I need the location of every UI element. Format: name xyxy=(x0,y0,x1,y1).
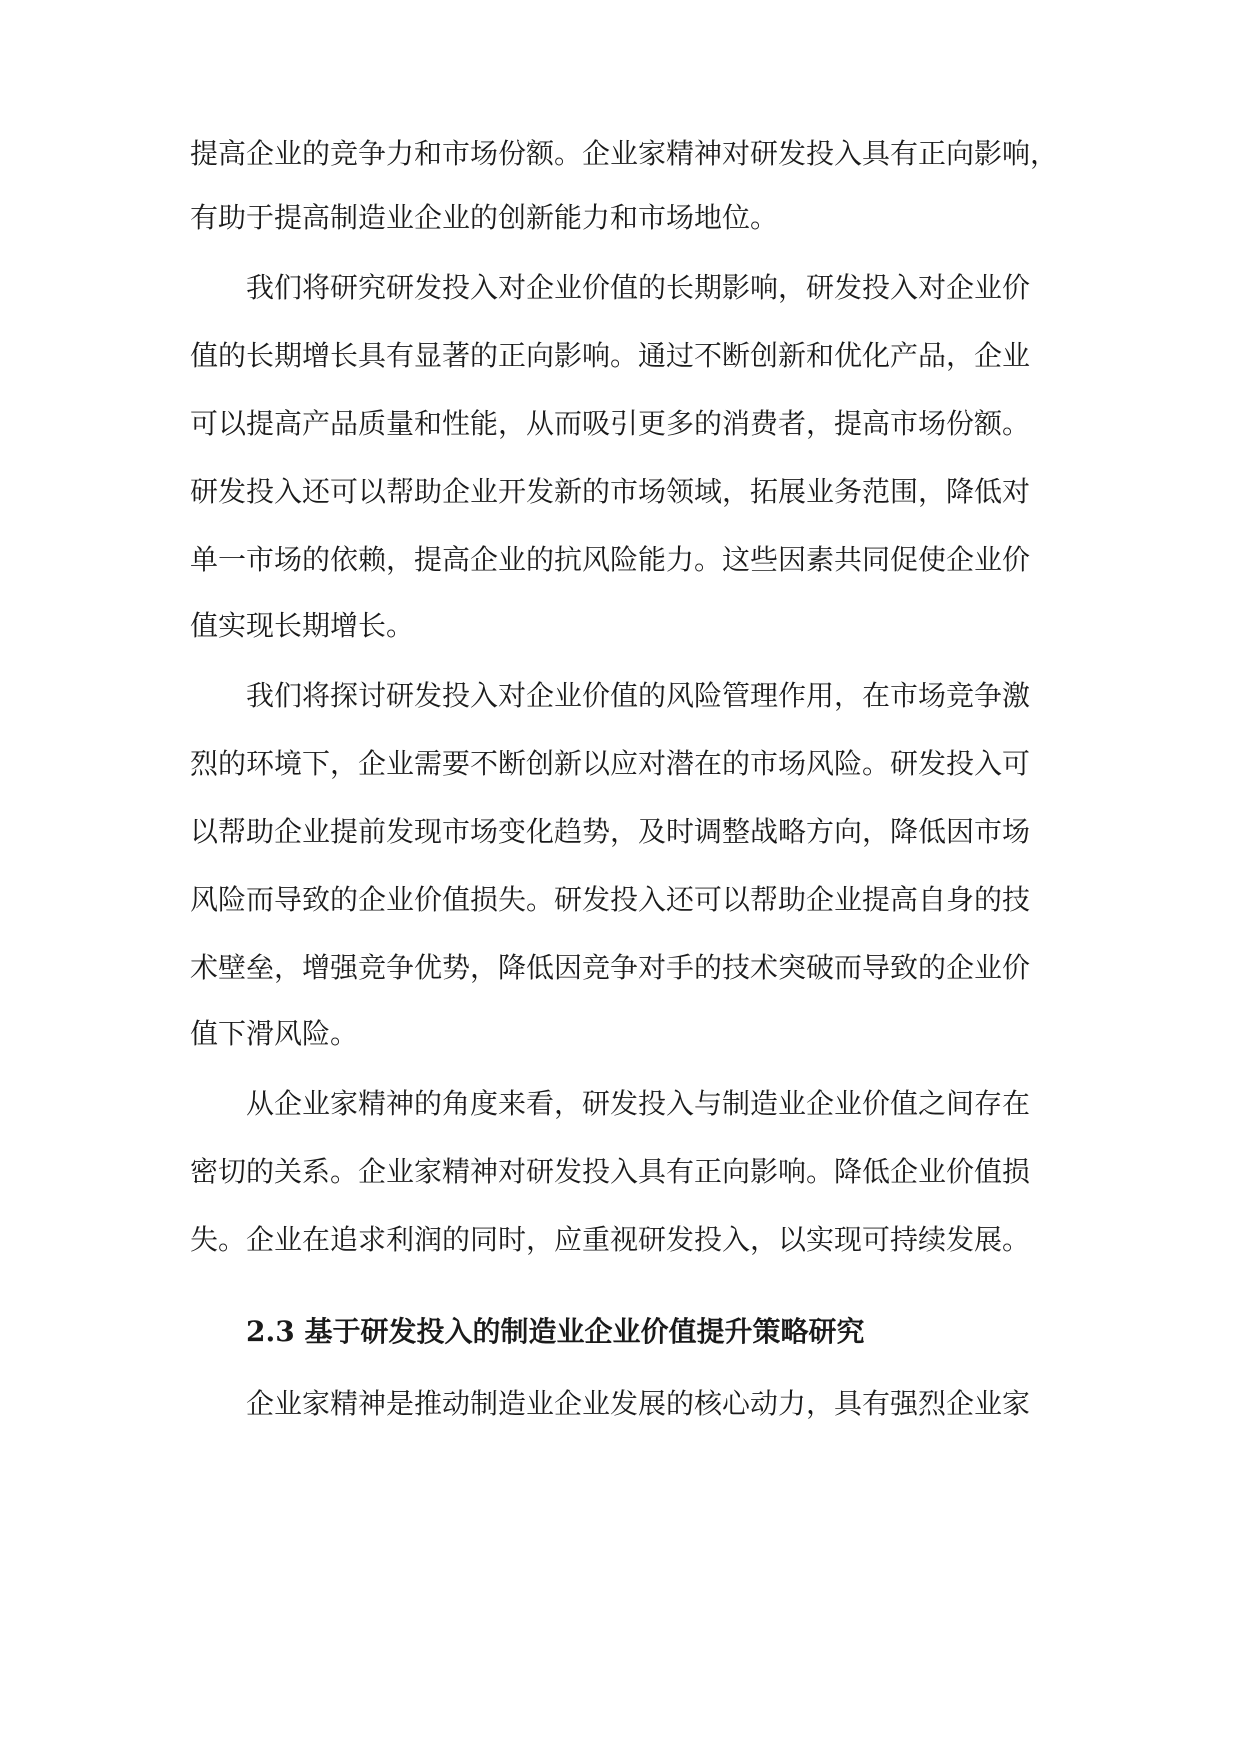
paragraph-2-line-3: 可以提高产品质量和性能，从而吸引更多的消费者，提高市场份额。 xyxy=(190,407,1031,440)
paragraph-4-line-2: 密切的关系。企业家精神对研发投入具有正向影响。降低企业价值损 xyxy=(190,1155,1031,1188)
paragraph-3-line-4: 风险而导致的企业价值损失。研发投入还可以帮助企业提高自身的技 xyxy=(190,883,1031,916)
section-heading: 2.3 基于研发投入的制造业企业价值提升策略研究 xyxy=(246,1315,865,1348)
paragraph-3-line-1: 我们将探讨研发投入对企业价值的风险管理作用，在市场竞争激 xyxy=(246,679,1031,712)
paragraph-3-line-5: 术壁垒，增强竞争优势，降低因竞争对手的技术突破而导致的企业价 xyxy=(190,951,1031,984)
final-paragraph-line-1: 企业家精神是推动制造业企业发展的核心动力，具有强烈企业家 xyxy=(246,1387,1031,1420)
paragraph-2-line-4: 研发投入还可以帮助企业开发新的市场领域，拓展业务范围，降低对 xyxy=(190,475,1031,508)
paragraph-3-line-3: 以帮助企业提前发现市场变化趋势，及时调整战略方向，降低因市场 xyxy=(190,815,1031,848)
paragraph-3-line-6: 值下滑风险。 xyxy=(190,1017,359,1050)
paragraph-4-line-1: 从企业家精神的角度来看，研发投入与制造业企业价值之间存在 xyxy=(246,1087,1031,1120)
paragraph-2-line-5: 单一市场的依赖，提高企业的抗风险能力。这些因素共同促使企业价 xyxy=(190,543,1031,576)
paragraph-4-line-3: 失。企业在追求利润的同时，应重视研发投入，以实现可持续发展。 xyxy=(190,1223,1031,1256)
paragraph-1-line-2: 有助于提高制造业企业的创新能力和市场地位。 xyxy=(190,201,779,234)
paragraph-2-line-6: 值实现长期增长。 xyxy=(190,609,415,642)
paragraph-2-line-2: 值的长期增长具有显著的正向影响。通过不断创新和优化产品，企业 xyxy=(190,339,1031,372)
paragraph-2-line-1: 我们将研究研发投入对企业价值的长期影响，研发投入对企业价 xyxy=(246,271,1031,304)
paragraph-3-line-2: 烈的环境下，企业需要不断创新以应对潜在的市场风险。研发投入可 xyxy=(190,747,1031,780)
paragraph-1-line-1: 提高企业的竞争力和市场份额。企业家精神对研发投入具有正向影响， xyxy=(190,137,1059,170)
